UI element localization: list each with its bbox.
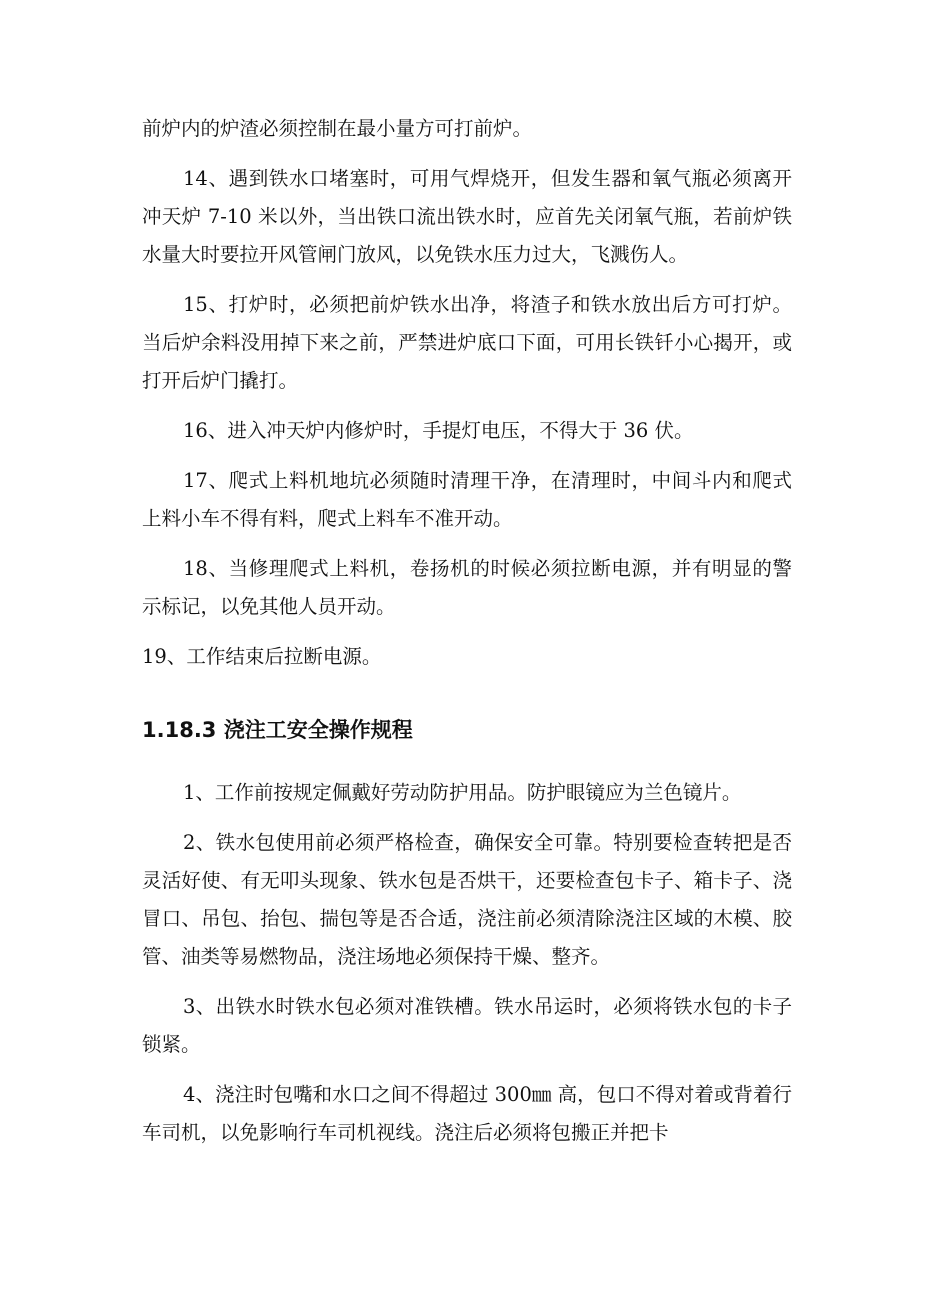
paragraph-item-14: 14、遇到铁水口堵塞时，可用气焊烧开，但发生器和氧气瓶必须离开冲天炉 7-10 米以外，当出铁口流出铁水时，应首先关闭氧气瓶，若前炉铁水量大时要拉开风管闸门放风，以免铁水压力过大，飞溅伤人。 xyxy=(142,167,792,266)
document-body xyxy=(142,110,792,1164)
paragraph-item-19: 19、工作结束后拉断电源。 xyxy=(142,645,382,668)
paragraph-item-3: 3、出铁水时铁水包必须对准铁槽。铁水吊运时，必须将铁水包的卡子锁紧。 xyxy=(142,995,792,1056)
paragraph-item-4: 4、浇注时包嘴和水口之间不得超过 300㎜ 高，包口不得对着或背着行车司机，以免影响行车司机视线。浇注后必须将包搬正并把卡 xyxy=(142,1083,792,1144)
section-heading: 1.18.3 浇注工安全操作规程 xyxy=(142,718,413,742)
paragraph-item-17: 17、爬式上料机地坑必须随时清理干净，在清理时，中间斗内和爬式上料小车不得有料，爬式上料车不准开动。 xyxy=(142,469,792,530)
paragraph-item-2: 2、铁水包使用前必须严格检查，确保安全可靠。特别要检查转把是否灵活好使、有无叩头现象、铁水包是否烘干，还要检查包卡子、箱卡子、浇冒口、吊包、抬包、揣包等是否合适，浇注前必须清除浇注区域的木模、胶管、油类等易燃物品，浇注场地必须保持干燥、整齐。 xyxy=(142,831,792,968)
paragraph-item-15: 15、打炉时，必须把前炉铁水出净，将渣子和铁水放出后方可打炉。当后炉余料没用掉下来之前，严禁进炉底口下面，可用长铁钎小心揭开，或打开后炉门撬打。 xyxy=(142,293,792,392)
paragraph-item-1: 1、工作前按规定佩戴好劳动防护用品。防护眼镜应为兰色镜片。 xyxy=(183,781,742,804)
paragraph-item-18: 18、当修理爬式上料机，卷扬机的时候必须拉断电源，并有明显的警示标记，以免其他人员开动。 xyxy=(142,557,792,618)
paragraph-item-16: 16、进入冲天炉内修炉时，手提灯电压，不得大于 36 伏。 xyxy=(183,419,694,442)
paragraph-continuation: 前炉内的炉渣必须控制在最小量方可打前炉。 xyxy=(142,117,533,140)
